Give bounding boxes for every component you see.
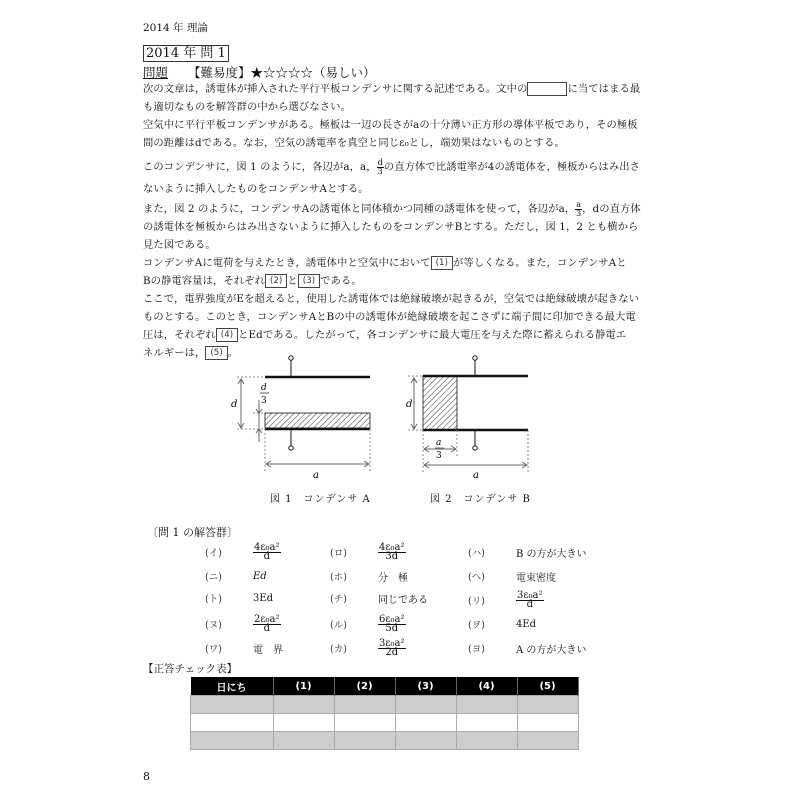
column-header-2: (2): [334, 677, 395, 696]
answer-choice: (ヨ) A の方が大きい: [468, 644, 587, 656]
svg-text:3: 3: [261, 396, 267, 406]
answer-choice: (リ) $\frac{\text{3ε₀a²}}{d}$: [468, 589, 543, 610]
table-cell[interactable]: [517, 714, 578, 732]
blank-box: [527, 82, 567, 96]
svg-text:d: d: [261, 383, 267, 393]
column-header-1: (1): [273, 677, 334, 696]
answer-choice: (ワ) 電 界: [205, 644, 283, 656]
blank-3: (3): [298, 274, 320, 288]
figure-1-caption: 図 1 コンデンサ A: [270, 494, 371, 505]
body-line: 間の距離はdである。なお，空気の誘電率を真空と同じε₀とし，端効果はないものとする。: [143, 137, 565, 149]
svg-text:d: d: [231, 399, 238, 410]
answer-choice: (イ) $\frac{\text{4ε₀a²}}{d}$: [205, 541, 280, 562]
table-cell[interactable]: [456, 732, 517, 750]
answer-choice: (ホ) 分 極: [330, 572, 408, 584]
table-cell[interactable]: [456, 696, 517, 714]
answer-check-table: [190, 677, 579, 750]
blank-4: (4): [216, 328, 238, 342]
answer-choice: (ト) 3Ed: [205, 592, 274, 605]
table-cell[interactable]: [273, 696, 334, 714]
table-cell[interactable]: [191, 732, 274, 750]
answer-choice: (ヲ) 4Ed: [468, 618, 537, 631]
body-line: の誘電体を極板からはみ出さないように挿入したものをコンデンサBとする。ただし，図 1，2 とも横から: [143, 221, 639, 233]
table-cell[interactable]: [273, 714, 334, 732]
body-line: 見た図である。: [143, 239, 216, 251]
column-header-4: (4): [456, 677, 517, 696]
body-line: コンデンサAに電荷を与えたとき，誘電体中と空気中において (1) が等しくなる。また，コンデンサAと: [143, 257, 627, 269]
svg-text:a: a: [313, 470, 319, 481]
body-line: ネルギーは， (5) 。: [143, 347, 239, 359]
body-line: も適切なものを解答群の中から選びなさい。: [143, 101, 351, 113]
answer-choices-title: 〔問 1 の解答群〕: [147, 526, 238, 539]
body-line: このコンデンサに，図 1 のように，各辺がa，a， $\frac{d}{3}$ の直方体で比誘電率が4の誘電体を，極板からはみ出さ: [143, 157, 641, 176]
table-cell[interactable]: [517, 696, 578, 714]
body-line: ここで，電界強度がEを超えると，使用した誘電体では絶縁破壊が起きるが，空気では絶縁破壊が起きない: [143, 293, 640, 305]
table-cell[interactable]: [517, 732, 578, 750]
question-body: [143, 80, 663, 362]
answer-choice: (ヌ) $\frac{\text{2ε₀a²}}{d}$: [205, 613, 280, 634]
figure-1-capacitor-a: [225, 352, 385, 482]
answer-choice: (ロ) $\frac{\text{4ε₀a²}}{3d}$: [330, 541, 405, 562]
table-cell[interactable]: [395, 714, 456, 732]
table-cell[interactable]: [273, 732, 334, 750]
table-cell[interactable]: [191, 696, 274, 714]
question-title: 2014 年 問 1: [143, 45, 229, 62]
question-label: 問題: [143, 65, 169, 80]
difficulty-rating: 【難易度】★☆☆☆☆（易しい）: [188, 65, 376, 80]
blank-1: (1): [431, 256, 453, 270]
table-cell[interactable]: [395, 696, 456, 714]
running-head: 2014 年 理論: [143, 22, 208, 34]
body-line: 次の文章は，誘電体が挿入された平行平板コンデンサに関する記述である。文中の に当てはまる最: [143, 83, 641, 95]
answer-choice: (カ) $\frac{\text{3ε₀a²}}{2d}$: [330, 637, 405, 658]
fraction-a-over-3: $\frac{a}{3}$: [576, 199, 582, 218]
table-cell[interactable]: [334, 714, 395, 732]
column-header-date: 日にち: [191, 677, 274, 696]
blank-5: (5): [205, 346, 227, 360]
body-line: 圧は，それぞれ (4) とEdである。したがって，各コンデンサに最大電圧を与えた際に蓄えられる静電エ: [143, 329, 627, 341]
blank-2: (2): [265, 274, 287, 288]
svg-text:d: d: [406, 399, 413, 410]
body-line: ないように挿入したものをコンデンサAとする。: [143, 183, 369, 195]
table-cell[interactable]: [456, 714, 517, 732]
answer-choice: (チ) 同じである: [330, 594, 428, 606]
fraction-d-over-3: $\frac{d}{3}$: [377, 157, 383, 176]
page-number: 8: [143, 770, 150, 783]
check-table-title: 【正答チェック表】: [143, 663, 238, 675]
svg-text:3: 3: [436, 451, 442, 461]
column-header-3: (3): [395, 677, 456, 696]
question-heading: [143, 63, 376, 81]
table-cell[interactable]: [191, 714, 274, 732]
figure-2-capacitor-b: [400, 352, 530, 482]
body-line: また，図 2 のように，コンデンサAの誘電体と同体積かつ同種の誘電体を使って，各辺がa， $\frac{a}{3}$ ，dの直方体: [143, 199, 641, 218]
table-cell[interactable]: [395, 732, 456, 750]
svg-text:a: a: [436, 438, 442, 448]
answer-choice: (ル) $\frac{\text{6ε₀a²}}{5d}$: [330, 613, 405, 634]
body-line: ものとする。このとき，コンデンサAとBの中の誘電体が絶縁破壊を起こさずに端子間に印加できる最大電: [143, 311, 636, 323]
table-row: [191, 732, 579, 750]
svg-text:a: a: [473, 470, 479, 481]
table-cell[interactable]: [334, 696, 395, 714]
table-cell[interactable]: [334, 732, 395, 750]
answer-choice: (ニ) Ed: [205, 570, 267, 583]
body-line: Bの静電容量は，それぞれ (2) と (3) である。: [143, 275, 362, 287]
column-header-5: (5): [517, 677, 578, 696]
table-row: [191, 696, 579, 714]
table-row: [191, 714, 579, 732]
answer-choice: (ヘ) 電束密度: [468, 572, 556, 584]
answer-choice: (ハ) B の方が大きい: [468, 548, 587, 560]
figure-2-caption: 図 2 コンデンサ B: [430, 494, 531, 505]
body-line: 空気中に平行平板コンデンサがある。極板は一辺の長さがaの十分薄い正方形の導体平板であり，その極板: [143, 119, 638, 131]
